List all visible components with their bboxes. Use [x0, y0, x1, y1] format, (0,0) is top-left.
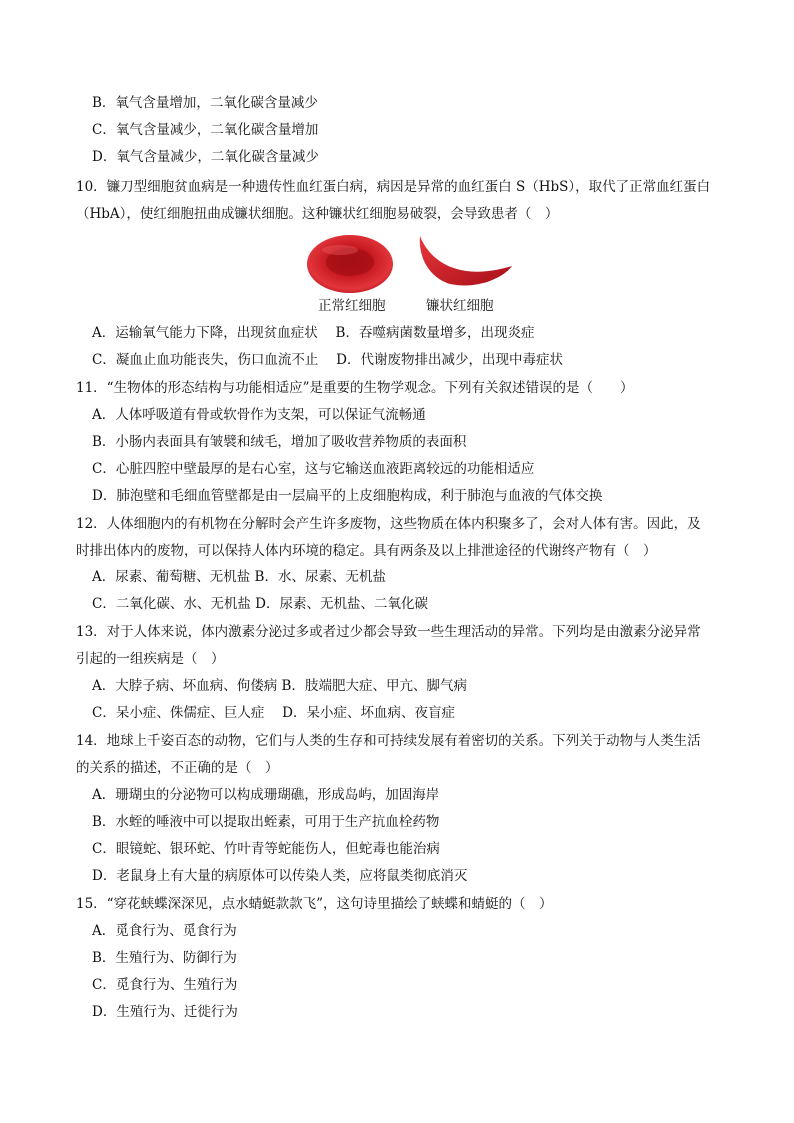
option-line: B．氧气含量增加，二氧化碳含量减少 — [92, 95, 318, 111]
option-line: D．老鼠身上有大量的病原体可以传染人类，应将鼠类彻底消灭 — [92, 868, 468, 884]
question-12-text: 12．人体细胞内的有机物在分解时会产生许多废物，这些物质在体内积聚多了，会对人体有害。因此，及 — [76, 516, 701, 532]
question-13-text-cont: 引起的一组疾病是（ ） — [76, 651, 225, 667]
question-14-text: 14．地球上千姿百态的动物，它们与人类的生存和可持续发展有着密切的关系。下列关于动物与人类生活 — [76, 733, 701, 749]
question-10-text-cont: （HbA），使红细胞扭曲成镰状细胞。这种镰状红细胞易破裂，会导致患者（ ） — [76, 206, 559, 222]
question-12-text-cont: 时排出体内的废物，可以保持人体内环境的稳定。具有两条及以上排泄途径的代谢终产物有（ ） — [76, 543, 657, 559]
option-line: A．运输氧气能力下降，出现贫血症状 B．吞噬病菌数量增多，出现炎症 — [92, 325, 535, 341]
option-line: A．觅食行为、觅食行为 — [92, 923, 237, 939]
caption-normal-cell: 正常红细胞 — [318, 298, 386, 314]
red-blood-cell-illustration — [300, 232, 530, 296]
question-14-text-cont: 的关系的描述，不正确的是（ ） — [76, 760, 279, 776]
option-line: C．二氧化碳、水、无机盐 D．尿素、无机盐、二氧化碳 — [92, 596, 428, 612]
option-line: C．呆小症、侏儒症、巨人症 D．呆小症、坏血病、夜盲症 — [92, 705, 455, 721]
option-line: A．珊瑚虫的分泌物可以构成珊瑚礁，形成岛屿，加固海岸 — [92, 787, 440, 803]
option-line: C．氧气含量减少，二氧化碳含量增加 — [92, 122, 319, 138]
question-13-text: 13．对于人体来说，体内激素分泌过多或者过少都会导致一些生理活动的异常。下列均是由激素分泌异常 — [76, 624, 701, 640]
option-line: D．肺泡壁和毛细血管壁都是由一层扁平的上皮细胞构成，利于肺泡与血液的气体交换 — [92, 488, 603, 504]
option-line: B．小肠内表面具有皱襞和绒毛，增加了吸收营养物质的表面积 — [92, 434, 467, 450]
option-line: A．尿素、葡萄糖、无机盐 B．水、尿素、无机盐 — [92, 569, 386, 585]
question-11-text: 11．“生物体的形态结构与功能相适应”是重要的生物学观念。下列有关叙述错误的是（ ） — [76, 380, 634, 396]
option-line: C．心脏四腔中壁最厚的是右心室，这与它输送血液距离较远的功能相适应 — [92, 461, 535, 477]
option-line: B．水蛭的唾液中可以提取出蛭素，可用于生产抗血栓药物 — [92, 814, 440, 830]
option-line: C．眼镜蛇、银环蛇、竹叶青等蛇能伤人，但蛇毒也能治病 — [92, 841, 440, 857]
option-line: C．觅食行为、生殖行为 — [92, 977, 238, 993]
sickle-red-blood-cell — [420, 236, 512, 285]
caption-sickle-cell: 镰状红细胞 — [426, 298, 494, 314]
normal-red-blood-cell — [307, 235, 393, 293]
option-line: A．大脖子病、坏血病、佝偻病 B．肢端肥大症、甲亢、脚气病 — [92, 678, 467, 694]
option-line: A．人体呼吸道有骨或软骨作为支架，可以保证气流畅通 — [92, 407, 426, 423]
option-line: D．氧气含量减少，二氧化碳含量减少 — [92, 149, 319, 165]
option-line: B．生殖行为、防御行为 — [92, 950, 237, 966]
question-10-text: 10．镰刀型细胞贫血病是一种遗传性血红蛋白病，病因是异常的血红蛋白 S（HbS），取代了正常血红蛋白 — [76, 179, 711, 195]
option-line: D．生殖行为、迁徙行为 — [92, 1004, 238, 1020]
option-line: C．凝血止血功能丧失，伤口血流不止 D．代谢废物排出减少，出现中毒症状 — [92, 352, 563, 368]
question-15-text: 15．“穿花蛱蝶深深见，点水蜻蜓款款飞”，这句诗里描绘了蛱蝶和蜻蜓的（ ） — [76, 896, 553, 912]
